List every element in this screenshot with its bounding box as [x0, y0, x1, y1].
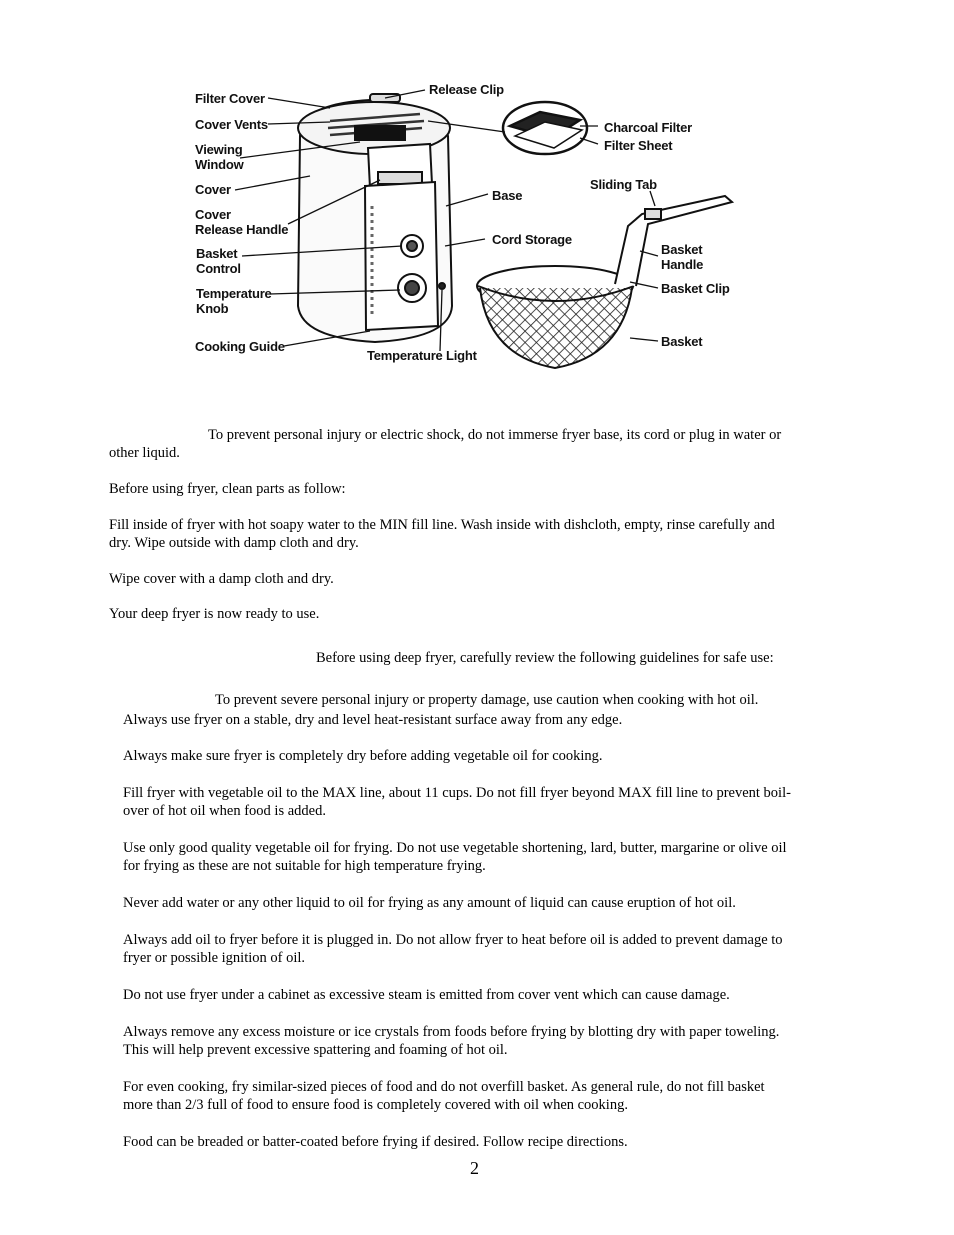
- fill-inside-line-2: dry. Wipe outside with damp cloth and dry.: [109, 535, 359, 551]
- label-basket-handle: Basket Handle: [661, 242, 704, 272]
- fryer-parts-diagram: [180, 76, 760, 386]
- add-oil-first-1: Always add oil to fryer before it is plugged in. Do not allow fryer to heat before oil is added to prevent damage to: [123, 932, 783, 948]
- max-line-2: over of hot oil when food is added.: [123, 803, 326, 819]
- label-basket-clip: Basket Clip: [661, 281, 730, 296]
- warning-immerse-line-2: other liquid.: [109, 445, 180, 461]
- label-basket-control: Basket Control: [196, 246, 241, 276]
- warning-immerse-line-1: To prevent personal injury or electric shock, do not immerse fryer base, its cord or plug in water or: [208, 427, 782, 443]
- label-filter-cover: Filter Cover: [195, 91, 265, 106]
- completely-dry: Always make sure fryer is completely dry before adding vegetable oil for cooking.: [123, 748, 603, 764]
- never-water: Never add water or any other liquid to oil for frying as any amount of liquid can cause eruption of hot oil.: [123, 895, 736, 911]
- ready-to-use: Your deep fryer is now ready to use.: [109, 606, 320, 622]
- label-cord-storage: Cord Storage: [492, 232, 572, 247]
- label-viewing-window: Viewing Window: [195, 142, 244, 172]
- review-guidelines: Before using deep fryer, carefully review the following guidelines for safe use:: [316, 650, 774, 666]
- no-cabinet: Do not use fryer under a cabinet as excessive steam is emitted from cover vent which can cause damage.: [123, 987, 730, 1003]
- label-temperature-light: Temperature Light: [367, 348, 477, 363]
- fryer-body: [298, 94, 452, 342]
- moisture-2: This will help prevent excessive spattering and foaming of hot oil.: [123, 1042, 508, 1058]
- caution-hot-oil: To prevent severe personal injury or property damage, use caution when cooking with hot oil.: [215, 692, 759, 708]
- quality-oil-1: Use only good quality vegetable oil for frying. Do not use vegetable shortening, lard, butter, margarine or olive oil: [123, 840, 787, 856]
- max-line-1: Fill fryer with vegetable oil to the MAX line, about 11 cups. Do not fill fryer beyond MAX fill line to prevent boil-: [123, 785, 791, 801]
- label-temperature-knob: Temperature Knob: [196, 286, 272, 316]
- label-cooking-guide: Cooking Guide: [195, 339, 285, 354]
- add-oil-first-2: fryer or possible ignition of oil.: [123, 950, 306, 966]
- label-cover-release-handle: Cover Release Handle: [195, 207, 289, 237]
- label-cover-vents: Cover Vents: [195, 117, 268, 132]
- filter-inset: [503, 102, 587, 154]
- label-release-clip: Release Clip: [429, 82, 504, 97]
- label-filter-sheet: Filter Sheet: [604, 138, 673, 153]
- fill-inside-line-1: Fill inside of fryer with hot soapy water to the MIN fill line. Wash inside with dishcloth, empty, rinse carefully and: [109, 517, 775, 533]
- stable-surface: Always use fryer on a stable, dry and level heat-resistant surface away from any edge.: [123, 712, 623, 728]
- label-cover: Cover: [195, 182, 231, 197]
- label-base: Base: [492, 188, 523, 203]
- label-charcoal-filter: Charcoal Filter: [604, 120, 693, 135]
- label-sliding-tab: Sliding Tab: [590, 177, 657, 192]
- breaded: Food can be breaded or batter-coated before frying if desired. Follow recipe directions.: [123, 1134, 628, 1150]
- even-cooking-1: For even cooking, fry similar-sized pieces of food and do not overfill basket. As general rule, do not fill basket: [123, 1079, 765, 1095]
- before-using-clean: Before using fryer, clean parts as follow:: [109, 481, 346, 497]
- wipe-cover: Wipe cover with a damp cloth and dry.: [109, 571, 334, 587]
- even-cooking-2: more than 2/3 full of food to ensure food is completely covered with oil when cooking.: [123, 1097, 628, 1113]
- moisture-1: Always remove any excess moisture or ice crystals from foods before frying by blotting dry with paper toweling.: [123, 1024, 780, 1040]
- page-number: 2: [470, 1158, 479, 1178]
- label-basket: Basket: [661, 334, 703, 349]
- quality-oil-2: for frying as these are not suitable for high temperature frying.: [123, 858, 486, 874]
